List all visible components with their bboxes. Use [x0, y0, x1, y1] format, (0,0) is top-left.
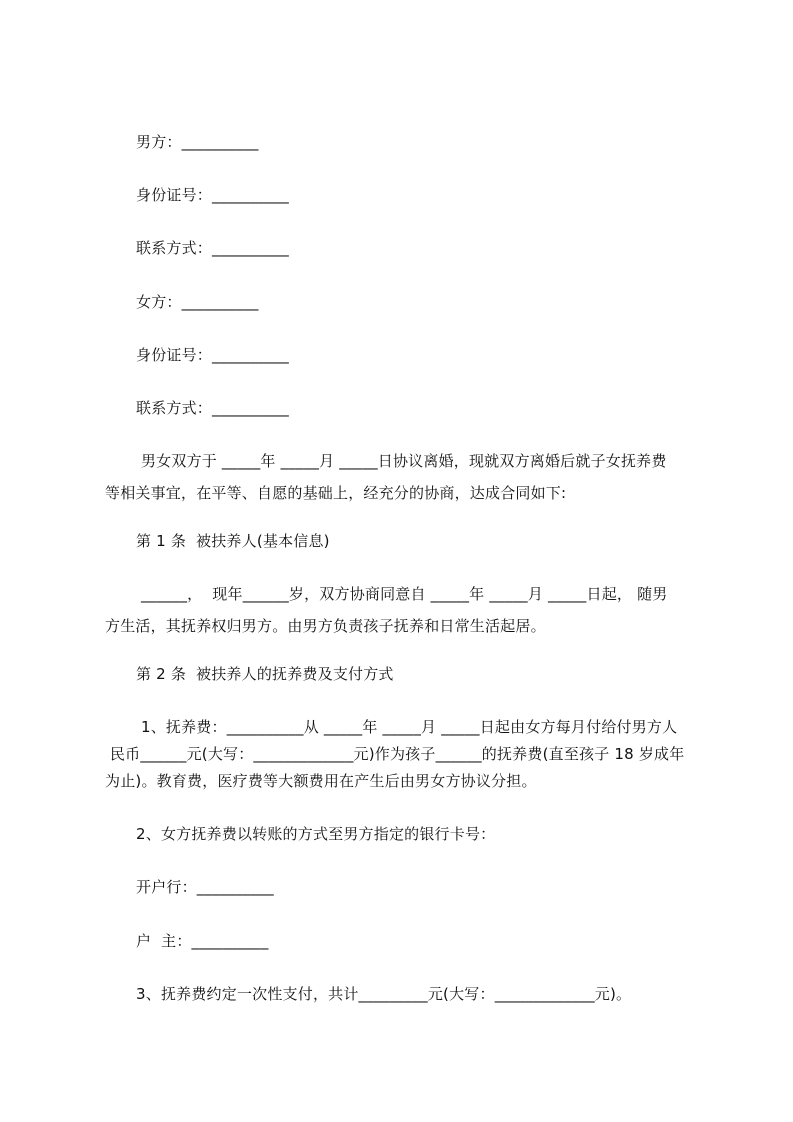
female-party-field: 女方：__________: [136, 293, 259, 311]
article-2-item-3: 3、抚养费约定一次性支付，共计_________元(大写：_____________元)。: [136, 985, 632, 1003]
article-2-item-1-line-1: 1、抚养费：__________从 _____年 _____月 _____日起由女方每月付给付男方人: [136, 718, 678, 736]
male-contact-field: 联系方式：__________: [136, 239, 290, 257]
article-2-item-2: 2、女方抚养费以转账的方式至男方指定的银行卡号：: [136, 825, 496, 843]
article-1-paragraph: [105, 584, 715, 636]
article-1-title: 第 1 条 被扶养人(基本信息): [136, 532, 330, 550]
intro-paragraph: [105, 451, 715, 503]
article-2-item-1-line-2: 民币______元(大写：_____________元)作为孩子______的抚养费(直至孩子 18 岁成年: [105, 745, 685, 763]
male-id-field: 身份证号：__________: [136, 186, 290, 204]
female-contact-field: 联系方式：__________: [136, 399, 290, 417]
account-holder-field: 户 主：__________: [136, 932, 269, 950]
intro-line-2: 等相关事宜，在平等、自愿的基础上，经充分的协商，达成合同如下:: [105, 484, 567, 502]
article-2-item-1: [105, 717, 715, 791]
article-2-title: 第 2 条 被扶养人的抚养费及支付方式: [136, 665, 394, 683]
intro-line-1: 男女双方于 _____年 _____月 _____日协议离婚，现就双方离婚后就子女抚养费: [136, 452, 667, 470]
female-id-field: 身份证号：__________: [136, 346, 290, 364]
article-2-item-1-line-3: 为止)。教育费，医疗费等大额费用在产生后由男女方协议分担。: [105, 772, 537, 790]
article-1-line-1: ______， 现年______岁，双方协商同意自 _____年 _____月 _____日起， 随男: [136, 585, 668, 603]
article-1-line-2: 方生活，其抚养权归男方。由男方负责孩子抚养和日常生活起居。: [105, 617, 546, 635]
bank-name-field: 开户行：__________: [136, 878, 274, 896]
male-party-field: 男方：__________: [136, 133, 259, 151]
